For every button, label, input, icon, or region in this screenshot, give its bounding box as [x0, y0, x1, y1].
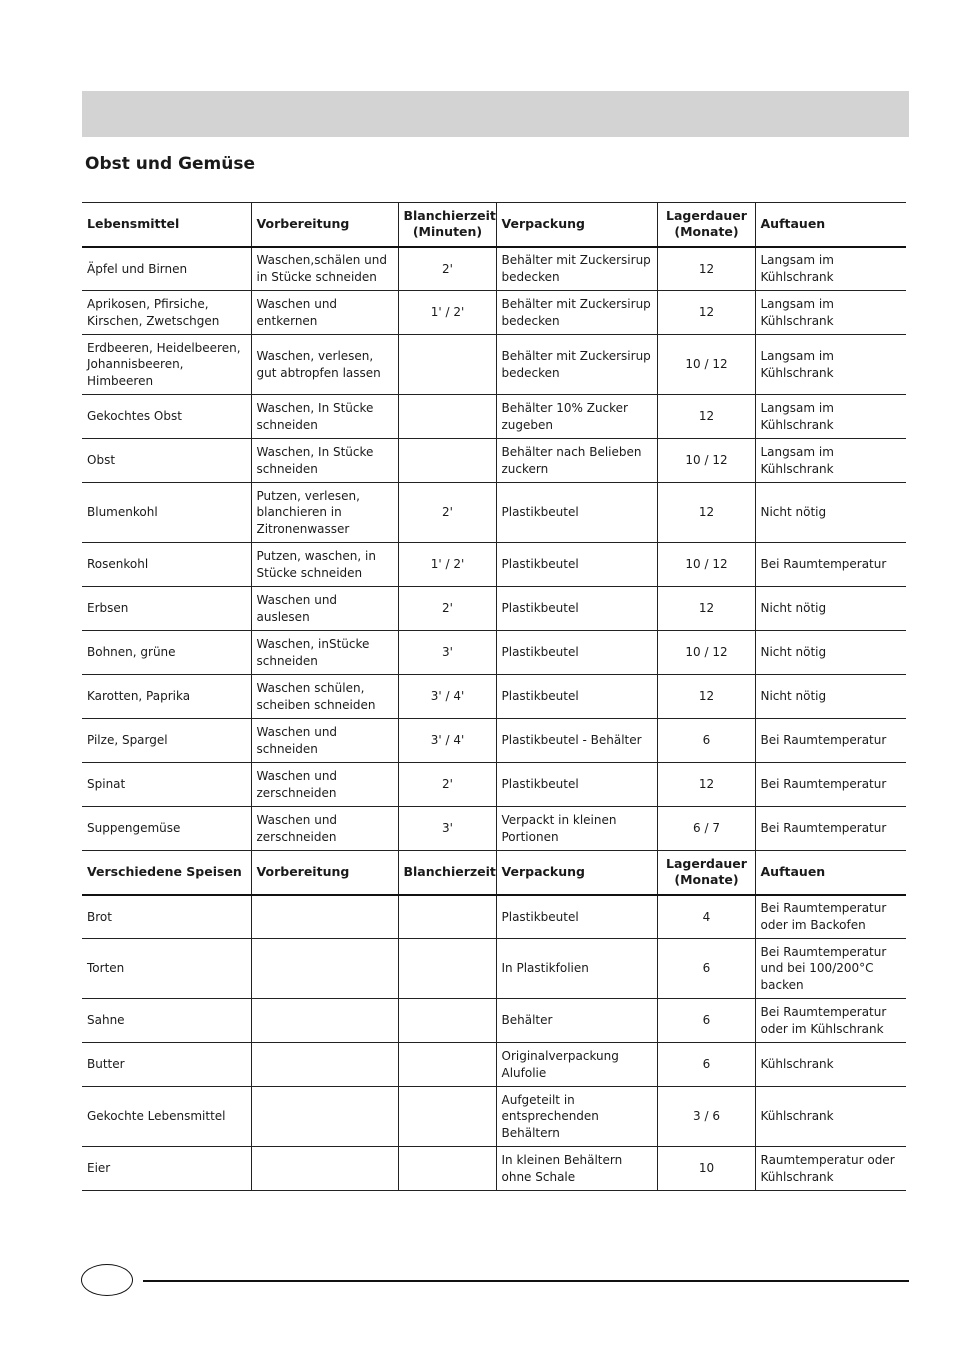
- column-header: Blanchierzeit: [398, 851, 496, 895]
- table-cell: Waschen, In Stücke schneiden: [251, 395, 398, 439]
- table-cell: In Plastikfolien: [496, 939, 657, 999]
- table-cell: Sahne: [82, 999, 251, 1043]
- table-cell: 10 / 12: [657, 335, 755, 395]
- table-row: [82, 763, 906, 807]
- misc-food-table: [82, 850, 906, 1191]
- table-cell: 12: [657, 763, 755, 807]
- table-cell: Nicht nötig: [755, 631, 906, 675]
- table-cell: 2': [398, 483, 496, 543]
- table-cell: Blumenkohl: [82, 483, 251, 543]
- table-row: [82, 719, 906, 763]
- table-row: [82, 675, 906, 719]
- table-cell: 3' / 4': [398, 719, 496, 763]
- table-cell: [251, 939, 398, 999]
- table-cell: Bei Raumtemperatur: [755, 719, 906, 763]
- table-cell: Waschen schülen, scheiben schneiden: [251, 675, 398, 719]
- table-cell: Behälter mit Zuckersirup bedecken: [496, 335, 657, 395]
- column-header: Blanchierzeit (Minuten): [398, 203, 496, 247]
- table-row: [82, 483, 906, 543]
- table-cell: 6: [657, 1043, 755, 1087]
- table-cell: Putzen, verlesen, blanchieren in Zitronenwasser: [251, 483, 398, 543]
- table-cell: Bei Raumtemperatur oder im Backofen: [755, 895, 906, 939]
- table-cell: [251, 999, 398, 1043]
- table-cell: Langsam im Kühlschrank: [755, 439, 906, 483]
- column-header: Lagerdauer (Monate): [657, 851, 755, 895]
- table-cell: Spinat: [82, 763, 251, 807]
- table-cell: 10 / 12: [657, 631, 755, 675]
- table-cell: Aprikosen, Pfirsiche, Kirschen, Zwetschgen: [82, 291, 251, 335]
- table-cell: Brot: [82, 895, 251, 939]
- table-cell: Langsam im Kühlschrank: [755, 335, 906, 395]
- table-cell: [251, 1087, 398, 1147]
- table-cell: Obst: [82, 439, 251, 483]
- table-cell: 3 / 6: [657, 1087, 755, 1147]
- column-header: Auftauen: [755, 851, 906, 895]
- table-cell: 6: [657, 939, 755, 999]
- table-cell: Bei Raumtemperatur: [755, 807, 906, 851]
- table-row: [82, 1147, 906, 1191]
- table-cell: Karotten, Paprika: [82, 675, 251, 719]
- table-cell: [398, 395, 496, 439]
- table-cell: Behälter 10% Zucker zugeben: [496, 395, 657, 439]
- table-cell: Aufgeteilt in entsprechenden Behältern: [496, 1087, 657, 1147]
- table-cell: Putzen, waschen, in Stücke schneiden: [251, 543, 398, 587]
- table-cell: 12: [657, 247, 755, 291]
- table-cell: 3' / 4': [398, 675, 496, 719]
- table-row: [82, 939, 906, 999]
- table-cell: 4: [657, 895, 755, 939]
- table-row: [82, 999, 906, 1043]
- table-cell: Waschen, verlesen, gut abtropfen lassen: [251, 335, 398, 395]
- table-cell: Waschen und zerschneiden: [251, 807, 398, 851]
- table-cell: 6: [657, 719, 755, 763]
- table-cell: Plastikbeutel: [496, 543, 657, 587]
- column-header: Lebensmittel: [82, 203, 251, 247]
- header-band: [82, 91, 909, 137]
- table-cell: 12: [657, 675, 755, 719]
- table-cell: 10 / 12: [657, 543, 755, 587]
- table-cell: Raumtemperatur oder Kühlschrank: [755, 1147, 906, 1191]
- table-cell: Plastikbeutel: [496, 587, 657, 631]
- table-cell: Plastikbeutel: [496, 763, 657, 807]
- table-cell: Plastikbeutel: [496, 631, 657, 675]
- table-cell: Waschen, In Stücke schneiden: [251, 439, 398, 483]
- table-cell: Verpackt in kleinen Portionen: [496, 807, 657, 851]
- table-row: [82, 587, 906, 631]
- table-cell: Rosenkohl: [82, 543, 251, 587]
- column-header: Verschiedene Speisen: [82, 851, 251, 895]
- table-cell: Gekochte Lebensmittel: [82, 1087, 251, 1147]
- footer-rule: [143, 1280, 909, 1282]
- table-cell: In kleinen Behältern ohne Schale: [496, 1147, 657, 1191]
- table-cell: Plastikbeutel: [496, 675, 657, 719]
- table-cell: Originalverpackung Alufolie: [496, 1043, 657, 1087]
- table-cell: Bohnen, grüne: [82, 631, 251, 675]
- table-cell: Erdbeeren, Heidelbeeren, Johannisbeeren, Himbeeren: [82, 335, 251, 395]
- table-cell: Plastikbeutel: [496, 483, 657, 543]
- table-cell: Bei Raumtemperatur oder im Kühlschrank: [755, 999, 906, 1043]
- table-cell: Bei Raumtemperatur: [755, 763, 906, 807]
- table-cell: [398, 335, 496, 395]
- table-cell: Nicht nötig: [755, 483, 906, 543]
- table-row: [82, 543, 906, 587]
- table-cell: Langsam im Kühlschrank: [755, 291, 906, 335]
- table-row: [82, 247, 906, 291]
- table-cell: 1' / 2': [398, 291, 496, 335]
- table-row: [82, 439, 906, 483]
- table-cell: 10 / 12: [657, 439, 755, 483]
- table-cell: Torten: [82, 939, 251, 999]
- table-cell: 1' / 2': [398, 543, 496, 587]
- column-header: Auftauen: [755, 203, 906, 247]
- fruit-vegetable-table: [82, 202, 906, 851]
- table-row: [82, 395, 906, 439]
- header-row: [82, 203, 906, 247]
- table-cell: Waschen und entkernen: [251, 291, 398, 335]
- table-cell: 6: [657, 999, 755, 1043]
- section-title: Obst und Gemüse: [85, 154, 256, 174]
- table-cell: [398, 1147, 496, 1191]
- table-cell: 10: [657, 1147, 755, 1191]
- table-cell: 2': [398, 587, 496, 631]
- table-cell: 12: [657, 587, 755, 631]
- table-cell: 6 / 7: [657, 807, 755, 851]
- table-cell: Suppengemüse: [82, 807, 251, 851]
- table-row: [82, 895, 906, 939]
- table-cell: Waschen und zerschneiden: [251, 763, 398, 807]
- column-header: Vorbereitung: [251, 851, 398, 895]
- table-cell: Butter: [82, 1043, 251, 1087]
- table-cell: [398, 439, 496, 483]
- table-cell: Gekochtes Obst: [82, 395, 251, 439]
- table-cell: Nicht nötig: [755, 675, 906, 719]
- table-row: [82, 631, 906, 675]
- table-cell: Pilze, Spargel: [82, 719, 251, 763]
- table-row: [82, 1043, 906, 1087]
- table-cell: [251, 1147, 398, 1191]
- table-cell: [251, 895, 398, 939]
- table-cell: Behälter: [496, 999, 657, 1043]
- page-number-badge: [81, 1264, 133, 1296]
- table-cell: Langsam im Kühlschrank: [755, 395, 906, 439]
- table-row: [82, 807, 906, 851]
- table-cell: 12: [657, 291, 755, 335]
- table-cell: [251, 1043, 398, 1087]
- table-cell: [398, 1087, 496, 1147]
- table-cell: 3': [398, 807, 496, 851]
- table-cell: Behälter mit Zuckersirup bedecken: [496, 291, 657, 335]
- table-cell: [398, 1043, 496, 1087]
- table-cell: [398, 939, 496, 999]
- table-cell: Bei Raumtemperatur und bei 100/200°C backen: [755, 939, 906, 999]
- table-cell: [398, 895, 496, 939]
- table-cell: Waschen und auslesen: [251, 587, 398, 631]
- header-row: [82, 851, 906, 895]
- table-cell: Waschen und schneiden: [251, 719, 398, 763]
- table-cell: Kühlschrank: [755, 1087, 906, 1147]
- column-header: Verpackung: [496, 203, 657, 247]
- table-cell: Äpfel und Birnen: [82, 247, 251, 291]
- table-cell: Eier: [82, 1147, 251, 1191]
- table-cell: 12: [657, 483, 755, 543]
- table-cell: 2': [398, 763, 496, 807]
- table-cell: 3': [398, 631, 496, 675]
- table-cell: 2': [398, 247, 496, 291]
- table-cell: Waschen, inStücke schneiden: [251, 631, 398, 675]
- table-row: [82, 1087, 906, 1147]
- column-header: Vorbereitung: [251, 203, 398, 247]
- table-row: [82, 335, 906, 395]
- table-cell: Kühlschrank: [755, 1043, 906, 1087]
- table-cell: Behälter nach Belieben zuckern: [496, 439, 657, 483]
- table-cell: Behälter mit Zuckersirup bedecken: [496, 247, 657, 291]
- column-header: Lagerdauer (Monate): [657, 203, 755, 247]
- table-cell: [398, 999, 496, 1043]
- table-cell: Plastikbeutel - Behälter: [496, 719, 657, 763]
- table-cell: Bei Raumtemperatur: [755, 543, 906, 587]
- table-cell: Erbsen: [82, 587, 251, 631]
- table-cell: 12: [657, 395, 755, 439]
- table-cell: Langsam im Kühlschrank: [755, 247, 906, 291]
- table-cell: Plastikbeutel: [496, 895, 657, 939]
- table-cell: Waschen,schälen und in Stücke schneiden: [251, 247, 398, 291]
- table-cell: Nicht nötig: [755, 587, 906, 631]
- table-row: [82, 291, 906, 335]
- column-header: Verpackung: [496, 851, 657, 895]
